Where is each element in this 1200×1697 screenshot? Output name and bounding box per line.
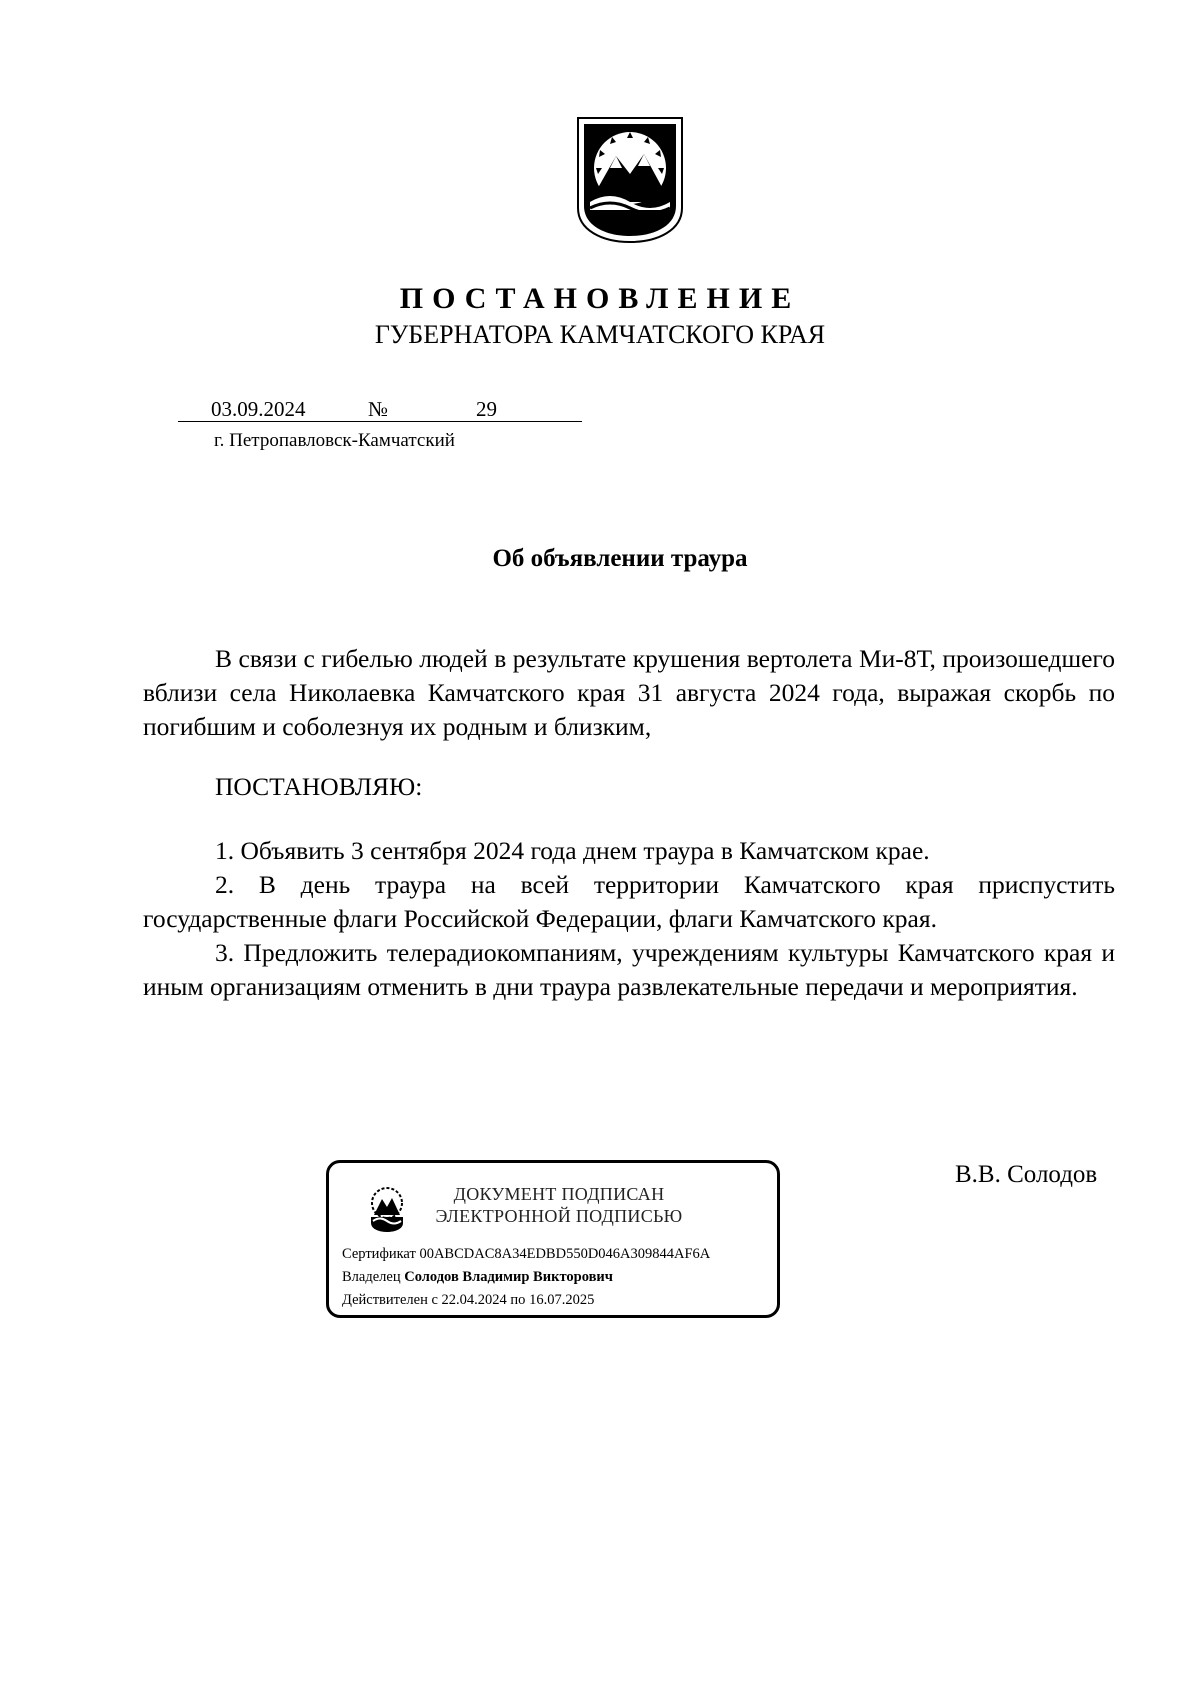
certificate-label: Сертификат xyxy=(342,1246,416,1262)
list-item: 3. Предложить телерадиокомпаниям, учреждениям культуры Камчатского края и иным организациям отменить в дни траура развлекательные передачи и мероприятия. xyxy=(143,938,1115,1001)
decree-word: ПОСТАНОВЛЯЮ: xyxy=(215,772,423,801)
stamp-heading xyxy=(429,1183,689,1227)
preamble xyxy=(143,642,1115,744)
issuer-subtitle: ГУБЕРНАТОРА КАМЧАТСКОГО КРАЯ xyxy=(374,320,826,349)
owner-label: Владелец xyxy=(342,1269,401,1285)
valid-to: 16.07.2025 xyxy=(529,1292,595,1308)
signer-name: В.В. Солодов xyxy=(955,1161,1098,1188)
valid-label: Действителен с xyxy=(342,1292,438,1308)
decree-block xyxy=(143,770,1115,804)
list-item: 1. Объявить 3 сентября 2024 года днем траура в Камчатском крае. xyxy=(215,836,930,865)
stamp-validity xyxy=(342,1292,594,1309)
stamp-heading-line: ДОКУМЕНТ ПОДПИСАН xyxy=(453,1184,665,1204)
stamp-owner xyxy=(342,1269,613,1286)
stamp-coat-of-arms-icon xyxy=(367,1185,407,1233)
document-heading: Об объявлении траура xyxy=(492,545,748,572)
document-date: 03.09.2024 xyxy=(211,397,306,421)
city-name: г. Петропавловск-Камчатский xyxy=(214,430,455,451)
preamble-text: В связи с гибелью людей в результате крушения вертолета Ми-8Т, произошедшего вблизи села Николаевка Камчатского края 31 августа 2024 года, выражая скорбь по погибшим и соболезнуя их родным и близким, xyxy=(143,644,1115,741)
stamp-heading-line: ЭЛЕКТРОННОЙ ПОДПИСЬЮ xyxy=(435,1206,683,1226)
list-item: 2. В день траура на всей территории Камчатского края приспустить государственные флаги Российской Федерации, флаги Камчатского края. xyxy=(143,870,1115,933)
stamp-certificate xyxy=(342,1246,710,1263)
document-number: 29 xyxy=(476,397,497,421)
date-underline xyxy=(178,421,582,422)
valid-to-label: по xyxy=(510,1292,526,1308)
owner-value: Солодов Владимир Викторович xyxy=(404,1269,613,1285)
certificate-value: 00ABCDAC8A34EDBD550D046A309844AF6A xyxy=(419,1246,711,1262)
document-type-title: ПОСТАНОВЛЕНИЕ xyxy=(399,282,801,315)
valid-from: 22.04.2024 xyxy=(441,1292,507,1308)
electronic-signature-stamp xyxy=(326,1160,780,1318)
number-sign: № xyxy=(368,397,389,421)
kamchatka-coat-of-arms-icon xyxy=(576,116,684,244)
decree-items xyxy=(143,834,1115,1004)
